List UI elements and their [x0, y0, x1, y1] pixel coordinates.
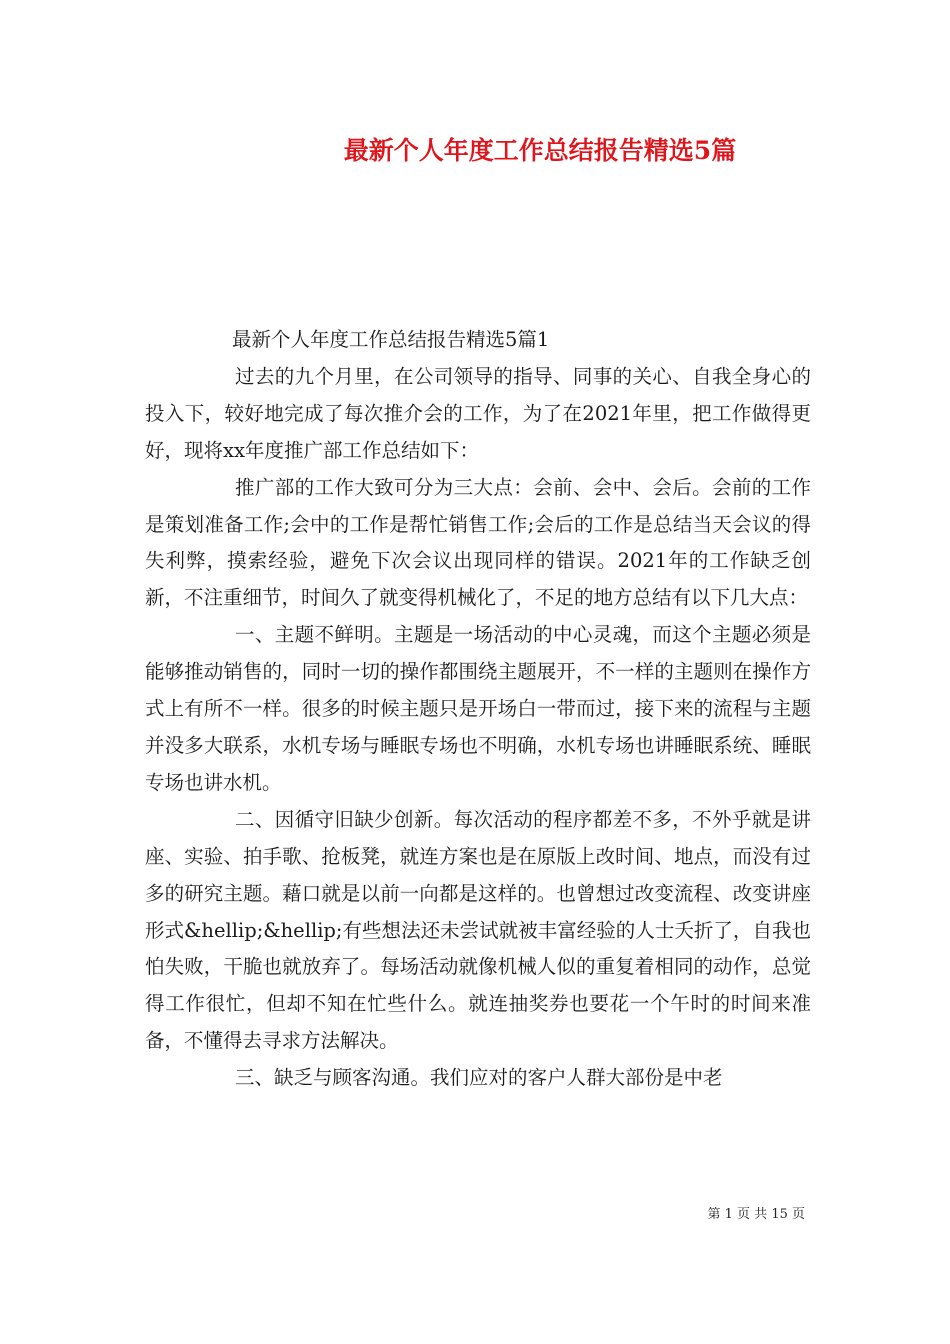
page-title: 最新个人年度工作总结报告精选5篇: [343, 136, 737, 165]
document-body: [145, 322, 811, 1097]
paragraph-overview: 推广部的工作大致可分为三大点：会前、会中、会后。会前的工作是策划准备工作;会中的工作是帮忙销售工作;会后的工作是总结当天会议的得失利弊，摸索经验，避免下次会议出现同样的错误。2021年的工作缺乏创新，不注重细节，时间久了就变得机械化了，不足的地方总结有以下几大点：: [145, 475, 811, 610]
paragraph-intro: 过去的九个月里，在公司领导的指导、同事的关心、自我全身心的投入下，较好地完成了每次推介会的工作，为了在2021年里，把工作做得更好，现将xx年度推广部工作总结如下：: [145, 364, 811, 462]
paragraph-point-three: 三、缺乏与顾客沟通。我们应对的客户人群大部份是中老: [235, 1066, 723, 1090]
paragraph-point-one: 一、主题不鲜明。主题是一场活动的中心灵魂，而这个主题必须是能够推动销售的，同时一切的操作都围绕主题展开，不一样的主题则在操作方式上有所不一样。很多的时候主题只是开场白一带而过，接下来的流程与主题并没多大联系，水机专场与睡眠专场也不明确，水机专场也讲睡眠系统、睡眠专场也讲水机。: [145, 623, 811, 794]
section-heading: 最新个人年度工作总结报告精选5篇1: [232, 328, 550, 351]
paragraph-point-two: 二、因循守旧缺少创新。每次活动的程序都差不多，不外乎就是讲座、实验、拍手歌、抢板凳，就连方案也是在原版上改时间、地点，而没有过多的研究主题。藉口就是以前一向都是这样的。也曾想过改变流程、改变讲座形式&hellip;&hellip;有些想法还未尝试就被丰富经验的人士夭折了，自我也怕失败，干脆也就放弃了。每场活动就像机械人似的重复着相同的动作，总觉得工作很忙，但却不知在忙些什么。就连抽奖券也要花一个午时的时间来准备，不懂得去寻求方法解决。: [145, 807, 811, 1053]
page-number: 第 1 页 共 15 页: [707, 1207, 805, 1222]
